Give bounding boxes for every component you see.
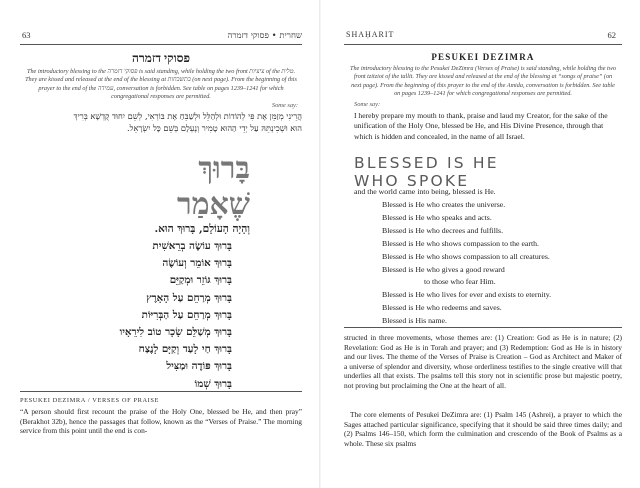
poem-line: Blessed is He who speaks and acts. [382,212,492,222]
section-title: PESUKEI DEZIMRA [431,52,535,62]
page-number: 63 [22,30,31,40]
poem-line: Blessed is His name. [382,316,447,326]
poem-line: בָּרוּךְ מְשַׁלֵּם שָׂכָר טוֹב לִירֵאָיו [119,326,232,339]
blessing-lines [382,199,551,328]
right-page [320,0,640,488]
commentary-text: The core elements of Pesukei DeZimra are: (1) Psalm 145 (Ashrei), a prayer to which the Sages attached particular significance, specifying that it should be said three times daily; and (2) Psalms 146–150, which form the culmination and crescendo of the Book of Psalms as a whole. These six psalms [344,410,622,448]
poem-line: בָּרוּךְ עוֹשֶׂה בְרֵאשִׁית [152,240,232,252]
section-title: פסוקי דזמרה [131,51,191,65]
poem-line: בָּרוּךְ מְרַחֵם עַל הָאָרֶץ [146,291,232,304]
poem-line: Blessed is He who shows compassion to the earth. [382,238,539,248]
header-rule [20,44,302,45]
large-opening-line: BLESSED IS HE [354,154,499,172]
hebrew-preface-line: הוּא וּשְׁכִינְתֵּהּ עַל יְדֵי הַהוּא טָמִיר וְנֶעְלָם בְּשֵׁם כָּל יִשְׂרָאֵל. [127,123,302,133]
commentary-rule [344,327,622,328]
poem-line: Blessed is He who decrees and fulfills. [382,225,504,235]
poem-line: בָּרוּךְ אוֹמֵר וְעוֹשֶׂה [162,257,232,270]
hebrew-preface-line: הֲרֵינִי מְזַמֵּן אֶת פִּי לְהוֹדוֹת וּלְהַלֵּל וּלְשַׁבֵּחַ אֶת בּוֹרְאִי, לְשֵׁם יִחוּד קֻדְשָׁא בְּרִיךְ [73,111,302,121]
large-opening-line: WHO SPOKE [354,172,470,190]
commentary-rule [20,391,302,392]
opening-line: וְהָיָה הָעוֹלָם, בָּרוּךְ הוּא. [154,223,250,235]
header-rule [344,44,622,45]
poem-line: Blessed is He who gives a good reward [382,264,505,274]
poem-line: to those who fear Him. [424,277,496,287]
poem-line: Blessed is He who creates the universe. [382,200,506,209]
running-head: שחרית • פסוקי דזמרה [227,31,302,41]
poem-line: בָּרוּךְ גּוֹזֵר וּמְקַיֵּם [169,274,232,287]
preface-text: I hereby prepare my mouth to thank, praise and laud my Creator, for the sake of the unification of the Holy One, blessed be He, and His Divine Presence, through that which is hidden and concealed, in the name of all Israel. [354,111,608,141]
some-say-label: Some say: [271,102,298,109]
commentary-text: “A person should first recount the praise of the Holy One, blessed be He, and then pray” (Berakhot 32b), hence the passages that follow, known as the “Verses of Praise.” The morning service from this point until the end is con- [20,407,302,436]
large-opening-word: בָּרוּךְ [198,151,250,186]
blessing-lines [120,238,232,393]
some-say-label: Some say: [354,101,381,108]
poem-line: בָּרוּךְ חַי לָעַד וְקַיָּם לָנֶצַח [138,343,232,356]
poem-line: בָּרוּךְ פּוֹדֶה וּמַצִּיל [166,360,232,373]
commentary-heading: PESUKEI DEZIMRA / VERSES OF PRAISE [20,397,160,404]
poem-line: Blessed is He who redeems and saves. [382,303,502,313]
commentary-text: structed in three movements, whose themes are: (1) Creation: God as He is in nature; (2) Revelation: God as He is in Torah and prayer; and (3) Redemption: God as He is in history and our lives. The theme of the Verses of Praise is Creation – God as Architect and Maker of a universe of splendor and diversity, whose orderliness testifies to the single creative will that underlies all that exists. The psalms tell this story not in scientific prose but majestic poetry, not proving but proclaiming the One at the heart of all. [344,333,622,390]
poem-line: בָּרוּךְ שְׁמוֹ [194,377,232,390]
poem-line: Blessed is He who shows compassion to all creatures. [382,251,550,261]
opening-line: and the world came into being, blessed is He. [354,187,496,196]
poem-line: בָּרוּךְ מְרַחֵם עַל הַבְּרִיּוֹת [141,308,232,321]
large-opening-word: שֶׁאָמַר [176,187,250,222]
instruction-text: The introductory blessing to the Pesukei DeZimra (Verses of Praise) is said standing, while holding the two front tzitziot of the tallit. They are kissed and released at the end of the blessing at “songs of praise” (on next page). From the beginning of this prayer to the end of the Amida, conversation is forbidden. See table on pages 1239–1241 for which congregational responses are permitted. [350,65,616,98]
instruction-text: The introductory blessing to the פסוקי דזמרה is said standing, while holding the two front ציציות of the טלית. They are kissed and released at the end of the blessing at בתשבחות (on next page). From the beginning of this prayer to the end of the עמידה, conversation is forbidden. See table on pages 1239–1241 for which congregational responses are permitted. [25,68,297,101]
poem-line: Blessed is He who lives for ever and exists to eternity. [382,290,552,300]
page-number: 62 [607,30,616,40]
running-head: SHAḤARIT [346,30,395,39]
